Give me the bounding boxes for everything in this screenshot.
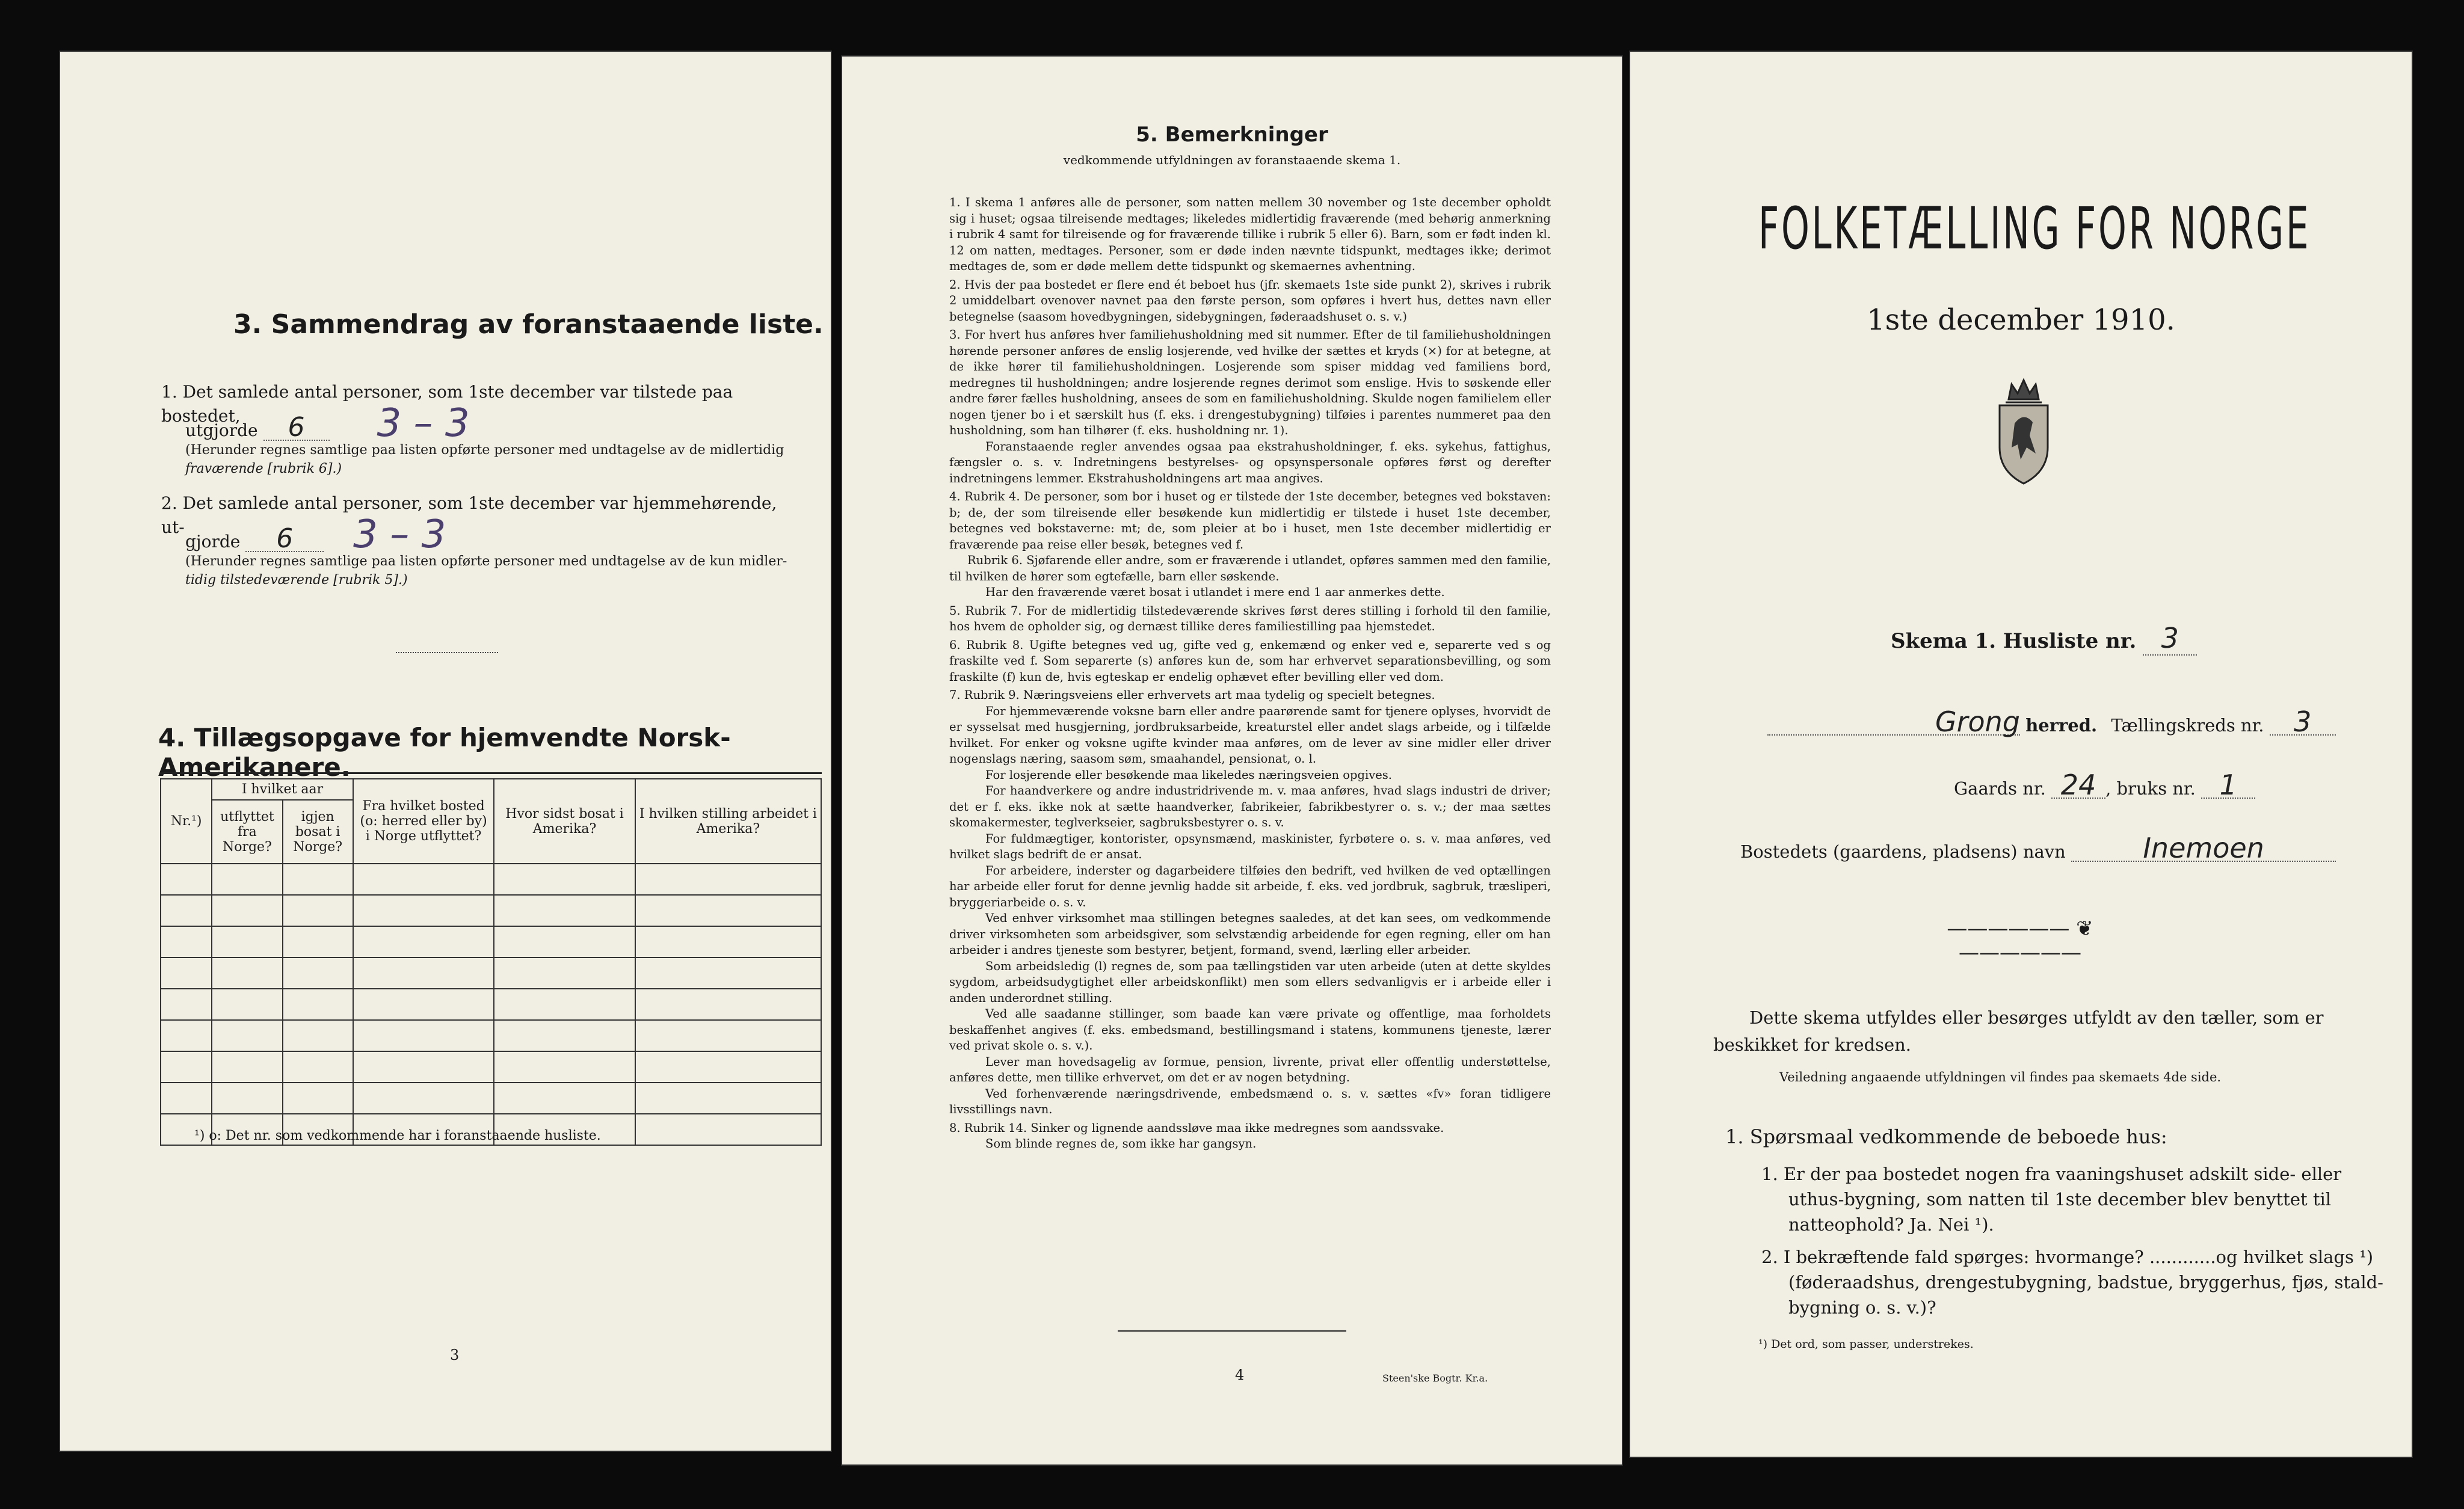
kreds-value[interactable]: 3 [2270, 709, 2336, 736]
col-stilling: I hvilken stilling arbeidet i Amerika? [635, 779, 821, 864]
table-row [161, 989, 821, 1020]
para-7k: Ved forhenværende næringsdrivende, embedsmænd o. s. v. sættes «fv» foran tidligere livsstillings navn. [949, 1086, 1551, 1116]
veiledning-note: Veiledning angaaende utfyldningen vil findes paa skemaets 4de side. [1779, 1070, 2222, 1084]
bruks-value[interactable]: 1 [2201, 772, 2255, 799]
col-sidst-bosat: Hvor sidst bosat i Amerika? [494, 779, 635, 864]
section3-heading: 3. Sammendrag av foranstaaende liste. [233, 309, 824, 340]
para-7e: For fuldmægtiger, kontorister, opsynsmænd, maskinister, fyrbøtere o. s. v. maa anføres, ved hvilket slags bedrift de er ansat. [949, 831, 1551, 861]
skema-line [1891, 622, 2197, 656]
col-fra-bosted: Fra hvilket bosted (o: herred eller by) i Norge utflyttet? [353, 779, 494, 864]
col-nr: Nr.¹) [161, 779, 212, 864]
para-7g: Ved enhver virksomhet maa stillingen betegnes saaledes, at det kan sees, om vedkommende driver virksomheten som arbeidsgiver, som selvstændig arbeidende for egen regning, eller om han arbeider i andres tjeneste som bestyrer, betjent, formand, svend, lærling eller arbeider. [949, 911, 1551, 957]
ornament-divider-icon: —————— ❦ —————— [1947, 917, 2093, 965]
para-5: 5. Rubrik 7. For de midlertidig tilstedeværende skrives først deres stilling i forhold til den familie, hos hvem de opholder sig, og dernæst tillike deres familiestilling paa hjemstedet. [949, 603, 1551, 633]
census-date: 1ste december 1910. [1867, 303, 2175, 337]
kreds-label: Tællingskreds nr. [2111, 715, 2264, 736]
table-top-rule [160, 772, 822, 774]
norway-coat-of-arms-icon [1988, 375, 2060, 490]
q2-line1: 2. I bekræftende fald spørges: hvormange? ............og hvilket slags ¹) [1761, 1247, 2374, 1267]
item1-split: 3 – 3 [377, 401, 470, 446]
instruction-line2: beskikket for kredsen. [1713, 1034, 1912, 1055]
instruction-line1: Dette skema utfyldes eller besørges utfyldt av den tæller, som er [1749, 1007, 2324, 1028]
page-number-3: 3 [450, 1347, 460, 1363]
item2-value[interactable]: 6 [245, 527, 324, 552]
item1-utgjorde [185, 401, 470, 446]
col-utflyttet: utflyttet fra Norge? [212, 800, 282, 864]
item1-note2: fraværende [rubrik 6].) [185, 461, 342, 476]
bemerkninger-heading: 5. Bemerkninger [1136, 123, 1328, 147]
page3-footnote: ¹) Det ord, som passer, understrekes. [1758, 1338, 1974, 1351]
q1-line1: 1. Er der paa bostedet nogen fra vaaningshuset adskilt side- eller [1761, 1164, 2342, 1184]
divider [396, 652, 498, 653]
husliste-nr-value[interactable]: 3 [2143, 622, 2197, 656]
para-8: 8. Rubrik 14. Sinker og lignende aandssløve maa ikke medregnes som aandssvake. [949, 1120, 1444, 1135]
para-3b: Foranstaaende regler anvendes ogsaa paa ekstrahusholdninger, f. eks. sykehus, fattighus, fængsler o. s. v. Indretningens bestyrelses- og opsynspersonale opføres først og derefter indretningens lemmer. Ekstrahusholdningens art maa angives. [949, 439, 1551, 485]
herred-value[interactable]: Grong [1767, 709, 2020, 736]
page-right [1629, 51, 2413, 1458]
bruks-label: , bruks nr. [2105, 778, 2196, 799]
para-1: 1. I skema 1 anføres alle de personer, som natten mellem 30 november og 1ste december opholdt sig i huset; ogsaa tilreisende medtages; likeledes midlertidig fraværende (med behørig anmerkning i rubrik 4 samt for tilreisende og for fraværende tillike i rubrik 5 eller 6). Barn, som er født inden kl. 12 om natten, medtages. Personer, som er døde inden nævnte tidspunkt, medtages ikke; derimot medtages de, som er døde mellem dette tidspunkt og skemaernes avhentning. [949, 195, 1551, 273]
skema-label: Skema 1. Husliste nr. [1891, 629, 2137, 653]
table-row [161, 1051, 821, 1083]
gjorde-label: gjorde [185, 532, 241, 552]
document-title: FOLKETÆLLING FOR NORGE [1758, 195, 2311, 262]
para-8b: Som blinde regnes de, som ikke har gangsyn. [985, 1137, 1257, 1151]
para-3: 3. For hvert hus anføres hver familiehusholdning med sit nummer. Efter de til familiehusholdningen hørende personer anføres de enslig losjerende, ved hvilke der sættes et kryds (×) for at betegne, at de ikke hører til familiehusholdningen. Losjerende som spiser middag ved familiens bord, medregnes til husholdningen; andre losjerende regnes derimot som enslige. Hvis to søskende eller andre fører fælles husholdning, ansees de som en familiehusholdning. Skulde nogen familielem eller nogen tjener bo i et særskilt hus (f. eks. i drengestubygning) tilføies i parentes nummeret paa den husholdning, som han tilhører (f. eks. husholdning nr. 1). [949, 328, 1551, 437]
q1-line2: uthus-bygning, som natten til 1ste december blev benyttet til [1788, 1189, 2332, 1209]
para-2: 2. Hvis der paa bostedet er flere end ét beboet hus (jfr. skemaets 1ste side punkt 2), skrives i rubrik 2 umiddelbart ovenover navnet paa den første person, som opføres i hvert hus, dettes navn eller betegnelse (saasom hovedbygningen, sidebygningen, føderaadshuset o. s. v.) [949, 277, 1551, 324]
end-rule [1118, 1330, 1346, 1332]
herred-label: herred. [2025, 715, 2098, 736]
printer-mark: Steen'ske Bogtr. Kr.a. [1382, 1372, 1488, 1384]
bosted-value[interactable]: Inemoen [2071, 835, 2336, 862]
para-7f: For arbeidere, inderster og dagarbeidere tilføies den bedrift, ved hvilken de ved optællingen har arbeide eller forut for denne jevnlig hadde sit arbeide, f. eks. ved jordbruk, sagbruk, træsliperi, bryggeriarbeide o. s. v. [949, 863, 1551, 909]
page-middle [841, 55, 1623, 1466]
table-row [161, 1083, 821, 1114]
gaards-label: Gaards nr. [1954, 778, 2046, 799]
item1-text: 1. Det samlede antal personer, som 1ste december var tilstede paa bostedet, [161, 382, 733, 426]
q2-line3: bygning o. s. v.)? [1788, 1297, 1936, 1318]
table-row [161, 926, 821, 957]
page-number-4: 4 [1235, 1366, 1245, 1383]
q2-line2: (føderaadshus, drengestubygning, badstue, bryggerhus, fjøs, stald- [1788, 1272, 2383, 1292]
item2-note1: (Herunder regnes samtlige paa listen opførte personer med undtagelse av de kun midler- [185, 554, 787, 569]
item2-text: 2. Det samlede antal personer, som 1ste december var hjemmehørende, ut- [161, 493, 777, 537]
para-7h: Som arbeidsledig (l) regnes de, som paa tællingstiden var uten arbeide (uten at dette skyldes sygdom, arbeidsudygtighet eller arbeidskonflikt) men som ellers sedvanligvis er i arbeide eller i anden underordnet stilling. [949, 959, 1551, 1005]
bosted-line [1740, 832, 2336, 864]
section4-heading: 4. Tillægsopgave for hjemvendte Norsk-Amerikanere. [158, 723, 731, 782]
table-row [161, 957, 821, 989]
item2-split: 3 – 3 [353, 512, 446, 557]
questions-heading: 1. Spørsmaal vedkommende de beboede hus: [1725, 1125, 2167, 1148]
col-igjen: igjen bosat i Norge? [283, 800, 353, 864]
item1-value[interactable]: 6 [263, 416, 330, 441]
bemerkninger-subheading: vedkommende utfyldningen av foranstaaende skema 1. [1063, 153, 1401, 167]
table-footnote: ¹) o: Det nr. som vedkommende har i foranstaaende husliste. [194, 1128, 601, 1143]
page-left [59, 51, 832, 1452]
table-row [161, 864, 821, 895]
gaards-value[interactable]: 24 [2051, 772, 2105, 799]
bemerkninger-body [949, 195, 1551, 1152]
para-7d: For haandverkere og andre industridrivende m. v. maa anføres, hvad slags industri de driver; det er f. eks. ikke nok at sætte haandverker, fabrikeier, fabrikbestyrer o. s. v.; der maa sættes skomakermester, teglverkseier, sagbruksbestyrer o. s. v. [949, 784, 1551, 829]
item1-note1: (Herunder regnes samtlige paa listen opførte personer med undtagelse av de midlertidig [185, 443, 784, 458]
item2-note2: tidig tilstedeværende [rubrik 5].) [185, 573, 408, 588]
col-hvilket-aar: I hvilket aar [212, 779, 353, 800]
para-4: 4. Rubrik 4. De personer, som bor i huset og er tilstede der 1ste december, betegnes ved bokstaven: b; de, der som tilreisende eller besøkende kun midlertidig er tilstede i huset 1ste december, betegnes ved bokstaverne: mt; de, som pleier at bo i huset, men 1ste december midlertidig er fraværende paa reise eller besøk, betegnes ved f. [949, 490, 1551, 552]
q1-line3: natteophold? Ja. Nei ¹). [1788, 1214, 1994, 1235]
table-row [161, 895, 821, 926]
herred-line [1767, 705, 2336, 738]
utgjorde-label: utgjorde [185, 420, 258, 440]
table-row [161, 1020, 821, 1051]
gaards-line [1954, 769, 2255, 801]
para-4c: Har den fraværende været bosat i utlandet i mere end 1 aar anmerkes dette. [985, 585, 1445, 599]
table-body [161, 864, 821, 1145]
para-7c: For losjerende eller besøkende maa likeledes næringsveien opgives. [985, 767, 1392, 782]
item2-gjorde [185, 512, 446, 557]
para-7b: For hjemmeværende voksne barn eller andre paarørende samt for tjenere oplyses, hvorvidt de er sysselsat med husgjerning, jordbruksarbeide, kreaturstel eller andet slags arbeide, og i tilfælde hvilket. For enker og voksne ugifte kvinder maa anføres, om de lever av sine midler eller driver nogenslags næring, saasom søm, smaahandel, pensionat, o. l. [949, 704, 1551, 766]
para-6: 6. Rubrik 8. Ugifte betegnes ved ug, gifte ved g, enkemænd og enker ved e, separerte ved s og fraskilte ved f. Som separerte (s) anføres kun de, som har erhvervet separationsbevilling, og som fraskilte (f) kun de, hvis egteskap er endelig ophævet efter bevilling eller ved dom. [949, 638, 1551, 684]
para-7i: Ved alle saadanne stillinger, som baade kan være private og offentlige, maa forholdets beskaffenhet angives (f. eks. embedsmand, bestillingsmand i statens, kommunens tjeneste, lærer ved privat skole o. s. v.). [949, 1007, 1551, 1053]
bosted-label: Bostedets (gaardens, pladsens) navn [1740, 841, 2066, 862]
norsk-amerikanere-table [160, 778, 822, 1146]
para-7j: Lever man hovedsagelig av formue, pension, livrente, privat eller offentlig understøttelse, anføres dette, men tillike erhvervet, om det er av nogen betydning. [949, 1054, 1551, 1084]
para-7: 7. Rubrik 9. Næringsveiens eller erhvervets art maa tydelig og specielt betegnes. [949, 688, 1435, 702]
para-4b: Rubrik 6. Sjøfarende eller andre, som er fraværende i utlandet, opføres sammen med den familie, til hvilken de hører som egtefælle, barn eller søskende. [949, 553, 1551, 583]
